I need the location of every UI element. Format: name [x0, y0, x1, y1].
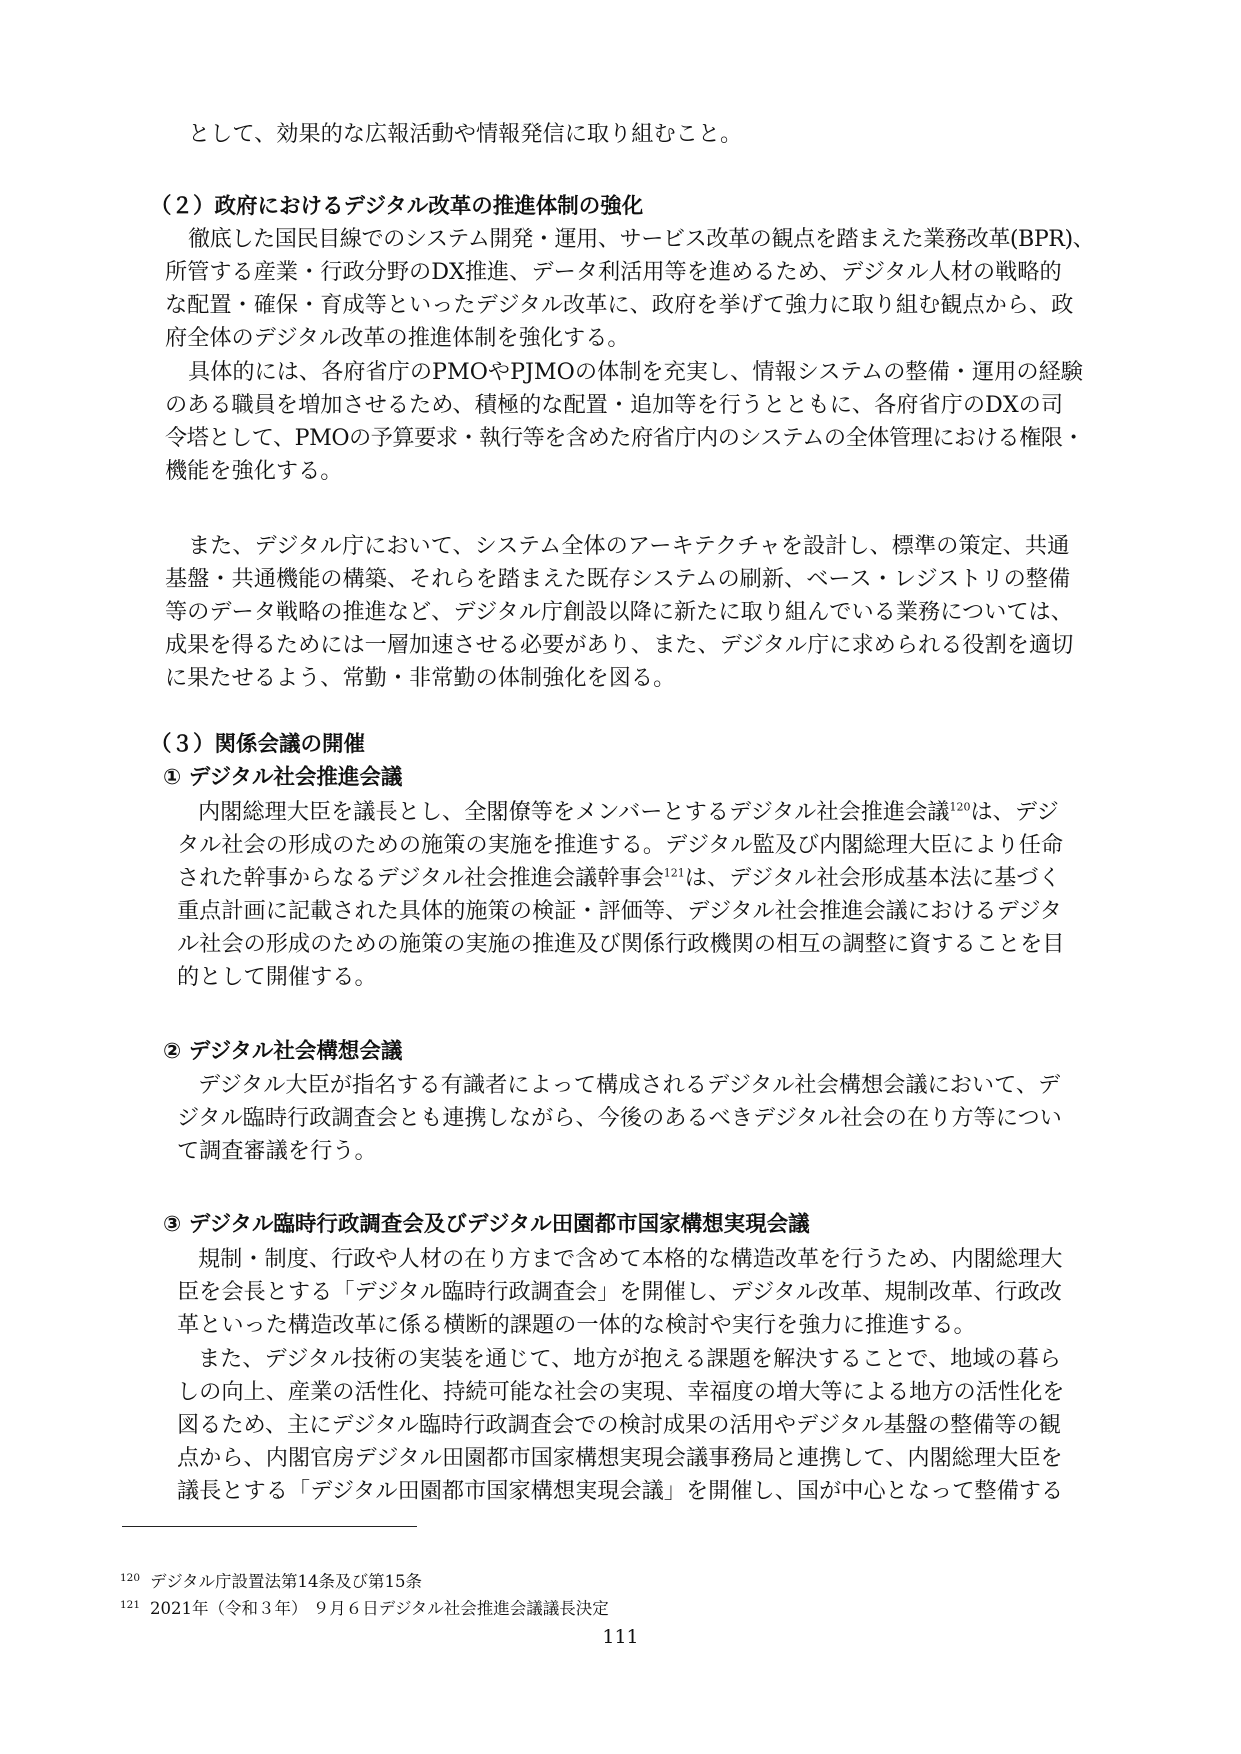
footnote-ref-120: 120 [949, 800, 971, 814]
paragraph-line: また、デジタル庁において、システム全体のアーキテクチャを設計し、標準の策定、共通 [188, 533, 1070, 559]
paragraph-line: に果たせるよう、常勤・非常勤の体制強化を図る。 [165, 665, 676, 691]
paragraph-line: 令塔として、PMOの予算要求・執行等を含めた府省庁内のシステムの全体管理における権限・ [165, 425, 1085, 451]
paragraph-line: 革といった構造改革に係る横断的課題の一体的な検討や実行を強力に推進する。 [177, 1312, 976, 1338]
continuation-line: として、効果的な広報活動や情報発信に取り組むこと。 [188, 121, 743, 147]
footnote-number: 120 [120, 1571, 141, 1584]
paragraph-line [198, 796, 1106, 828]
footnote [120, 1598, 609, 1620]
paragraph-line: のある職員を増加させるため、積極的な配置・追加等を行うとともに、各府省庁のDXの司 [165, 392, 1064, 418]
footnote-number: 121 [120, 1598, 141, 1611]
paragraph-line: 重点計画に記載された具体的施策の検証・評価等、デジタル社会推進会議におけるデジタ [177, 898, 1062, 924]
paragraph-line: 臣を会長とする「デジタル臨時行政調査会」を開催し、デジタル改革、規制改革、行政改 [177, 1279, 1062, 1305]
footnote-text: デジタル庁設置法第14条及び第15条 [150, 1572, 423, 1591]
paragraph-line: 的として開催する。 [177, 964, 377, 990]
footnote-ref-121: 121 [663, 866, 685, 880]
subsection-2-heading: ② デジタル社会構想会議 [163, 1039, 403, 1064]
paragraph-line: しの向上、産業の活性化、持続可能な社会の実現、幸福度の増大等による地方の活性化を [177, 1379, 1065, 1405]
paragraph-line: 具体的には、各府省庁のPMOやPJMOの体制を充実し、情報システムの整備・運用の経験 [188, 359, 1083, 385]
page-number: 111 [602, 1626, 639, 1648]
section-2-heading: （２）政府におけるデジタル改革の推進体制の強化 [150, 194, 644, 219]
footnote-separator [122, 1526, 417, 1527]
paragraph-line: また、デジタル技術の実装を通じて、地方が抱える課題を解決することで、地域の暮ら [198, 1346, 1062, 1372]
paragraph-line: 図るため、主にデジタル臨時行政調査会での検討成果の活用やデジタル基盤の整備等の観 [177, 1412, 1061, 1438]
paragraph-line: デジタル大臣が指名する有識者によって構成されるデジタル社会構想会議において、デ [198, 1072, 1061, 1098]
paragraph-line: 成果を得るためには一層加速させる必要があり、また、デジタル庁に求められる役割を適切 [165, 632, 1074, 658]
paragraph-line: ジタル臨時行政調査会とも連携しながら、今後のあるべきデジタル社会の在り方等につい [177, 1105, 1062, 1131]
paragraph-line: 規制・制度、行政や人材の在り方まで含めて本格的な構造改革を行うため、内閣総理大 [198, 1246, 1063, 1272]
text-run: は、デジ [970, 799, 1059, 825]
footnote [120, 1571, 422, 1593]
paragraph-line: 府全体のデジタル改革の推進体制を強化する。 [165, 325, 630, 351]
paragraph-line: 徹底した国民目線でのシステム開発・運用、サービス改革の観点を踏まえた業務改革(BPR)、 [188, 226, 1095, 252]
paragraph-line: 所管する産業・行政分野のDX推進、データ利活用等を進めるため、デジタル人材の戦略的 [165, 259, 1062, 285]
paragraph-line: 基盤・共通機能の構築、それらを踏まえた既存システムの刷新、ベース・レジストリの整備 [165, 566, 1071, 592]
text-run: された幹事からなるデジタル社会推進会議幹事会 [177, 865, 664, 891]
paragraph-line: 等のデータ戦略の推進など、デジタル庁創設以降に新たに取り組んでいる業務については、 [165, 599, 1073, 625]
subsection-3-heading: ③ デジタル臨時行政調査会及びデジタル田園都市国家構想実現会議 [163, 1212, 810, 1237]
text-run: は、デジタル社会形成基本法に基づく [684, 865, 1061, 891]
paragraph-line: な配置・確保・育成等といったデジタル改革に、政府を挙げて強力に取り組む観点から、政 [165, 292, 1074, 318]
paragraph-line: て調査審議を行う。 [177, 1138, 377, 1164]
paragraph-line: 議長とする「デジタル田園都市国家構想実現会議」を開催し、国が中心となって整備する [177, 1478, 1064, 1504]
subsection-1-heading: ① デジタル社会推進会議 [163, 765, 403, 790]
text-run: 内閣総理大臣を議長とし、全閣僚等をメンバーとするデジタル社会推進会議 [198, 799, 950, 825]
paragraph-line: 点から、内閣官房デジタル田園都市国家構想実現会議事務局と連携して、内閣総理大臣を [177, 1445, 1063, 1471]
section-3-heading: （３）関係会議の開催 [150, 732, 366, 757]
footnote-text: 2021年（令和３年） ９月６日デジタル社会推進会議議長決定 [150, 1599, 609, 1618]
paragraph-line: 機能を強化する。 [165, 458, 343, 484]
paragraph-line: タル社会の形成のための施策の実施を推進する。デジタル監及び内閣総理大臣により任命 [177, 832, 1064, 858]
paragraph-line [177, 862, 1107, 894]
paragraph-line: ル社会の形成のための施策の実施の推進及び関係行政機関の相互の調整に資することを目 [177, 931, 1065, 957]
